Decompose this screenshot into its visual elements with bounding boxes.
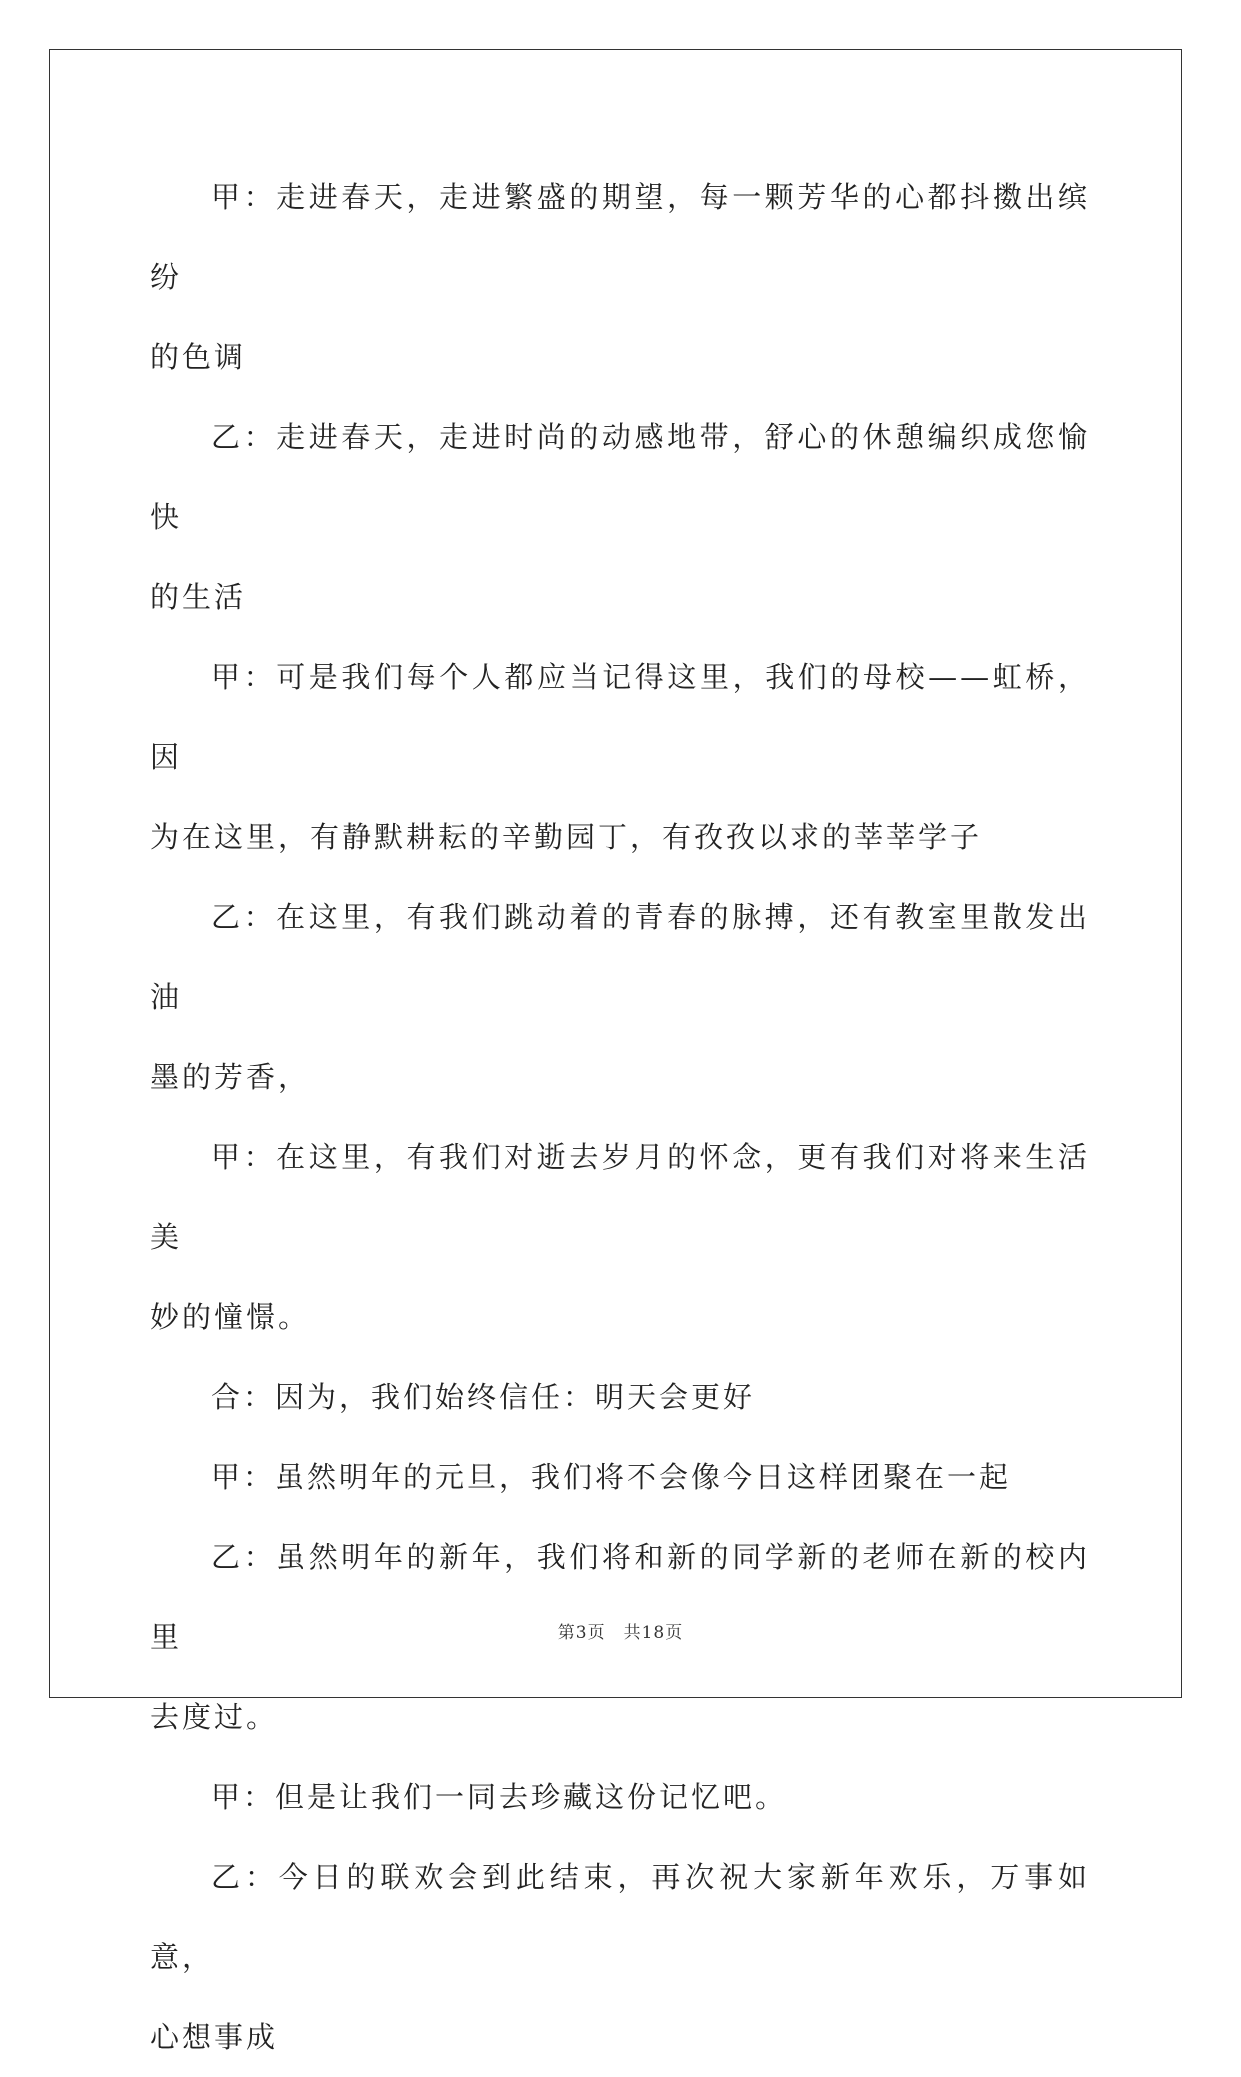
paragraph-line: 心想事成 xyxy=(150,2020,279,2054)
paragraph-line: 乙：走进春天，走进时尚的动感地带，舒心的休憩编织成您愉快 xyxy=(150,420,1090,534)
page-number: 第3页 xyxy=(557,1623,606,1643)
paragraph-line: 的生活 xyxy=(150,580,247,614)
paragraph-line: 甲：可是我们每个人都应当记得这里，我们的母校——虹桥，因 xyxy=(150,660,1090,774)
paragraph-line: 乙：今日的联欢会到此结束，再次祝大家新年欢乐，万事如意， xyxy=(150,1860,1090,1974)
paragraph-4 xyxy=(150,877,1090,1117)
paragraph-line: 甲：在这里，有我们对逝去岁月的怀念，更有我们对将来生活美 xyxy=(150,1140,1090,1254)
paragraph-5 xyxy=(150,1117,1090,1357)
paragraph-line: 乙：虽然明年的新年，我们将和新的同学新的老师在新的校内里 xyxy=(150,1540,1090,1654)
paragraph-line: 去度过。 xyxy=(150,1700,279,1734)
page-footer xyxy=(0,1618,1241,1643)
document-body xyxy=(150,157,1090,2077)
paragraph-line: 甲：虽然明年的元旦，我们将不会像今日这样团聚在一起 xyxy=(211,1460,1012,1494)
paragraph-line: 乙：在这里，有我们跳动着的青春的脉搏，还有教室里散发出油 xyxy=(150,900,1090,1014)
paragraph-9 xyxy=(150,1757,1090,1837)
paragraph-line: 为在这里，有静默耕耘的辛勤园丁，有孜孜以求的莘莘学子 xyxy=(150,820,983,854)
paragraph-line: 的色调 xyxy=(150,340,247,374)
paragraph-line: 甲：走进春天，走进繁盛的期望，每一颗芳华的心都抖擞出缤纷 xyxy=(150,180,1090,294)
paragraph-3 xyxy=(150,637,1090,877)
paragraph-7 xyxy=(150,1437,1090,1517)
paragraph-6 xyxy=(150,1357,1090,1437)
page-total: 共18页 xyxy=(623,1623,684,1643)
paragraph-line: 妙的憧憬。 xyxy=(150,1300,311,1334)
paragraph-line: 墨的芳香， xyxy=(150,1060,311,1094)
paragraph-2 xyxy=(150,397,1090,637)
paragraph-line: 甲：但是让我们一同去珍藏这份记忆吧。 xyxy=(211,1780,788,1814)
paragraph-line: 合：因为，我们始终信任：明天会更好 xyxy=(211,1380,756,1414)
paragraph-1 xyxy=(150,157,1090,397)
paragraph-10 xyxy=(150,1837,1090,2077)
